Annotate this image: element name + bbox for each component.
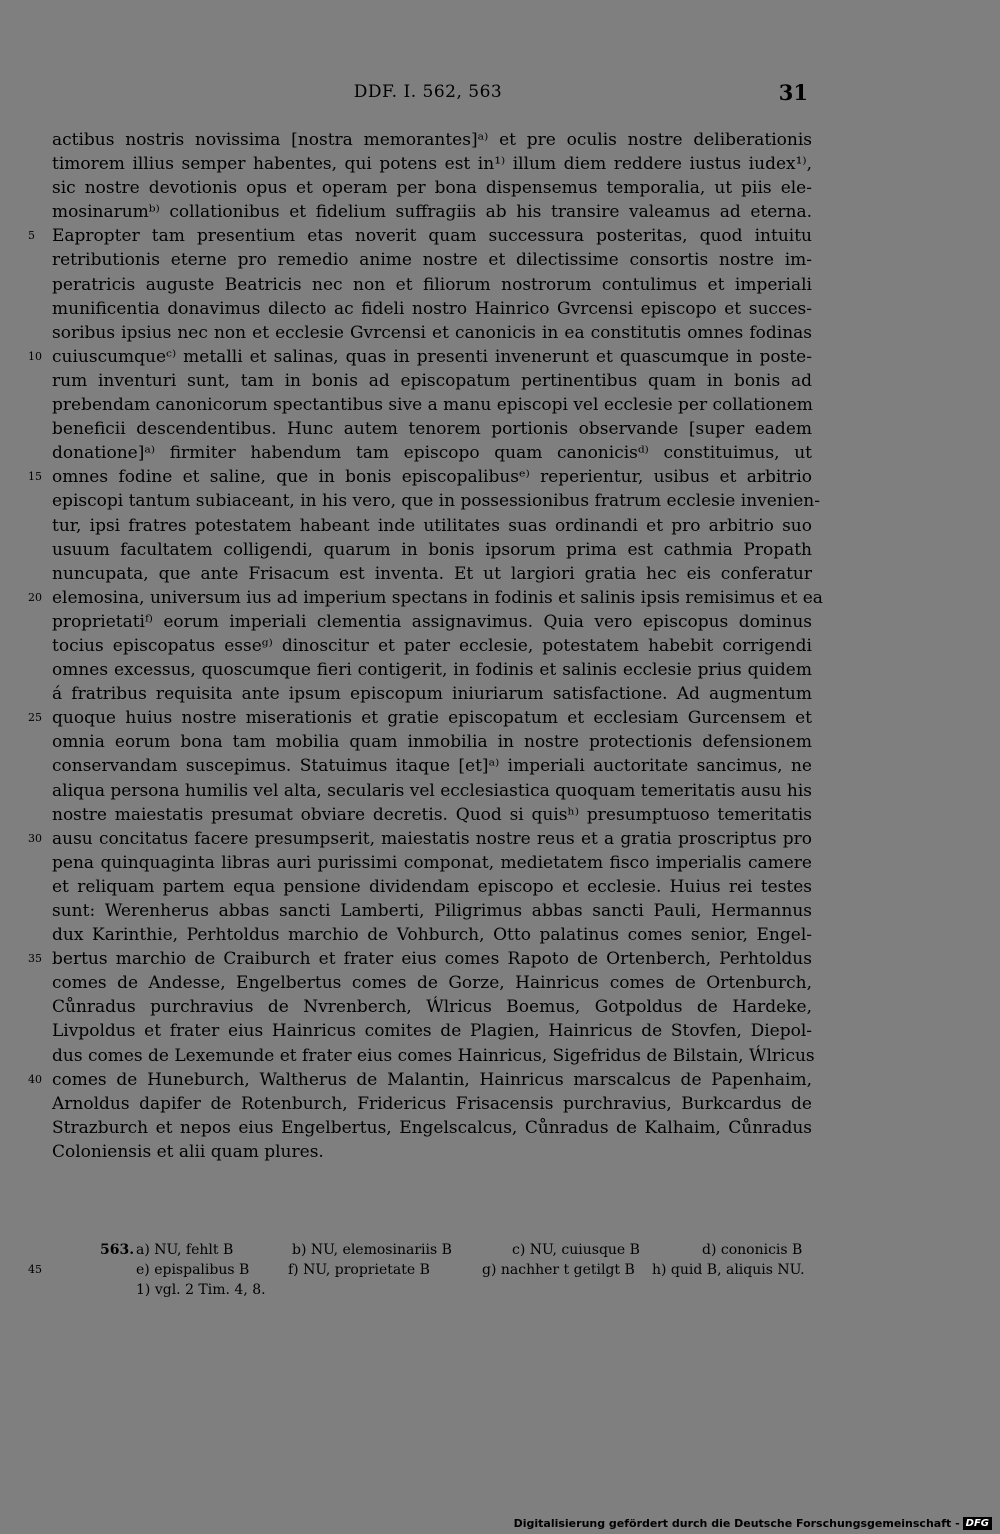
digitization-credit — [514, 1517, 992, 1530]
footnote-row — [52, 1280, 812, 1300]
text-line — [52, 851, 812, 875]
text-line — [52, 393, 812, 417]
line-text: sunt: Werenherus abbas sancti Lamberti, Piligrimus abbas sancti Pauli, Hermannus — [52, 901, 812, 921]
text-line — [52, 610, 812, 634]
text-line — [52, 200, 812, 224]
line-text: donatione]ᵃ⁾ firmiter habendum tam episcopo quam canonicisᵈ⁾ constituimus, ut — [52, 443, 812, 464]
footnote-1: 1) vgl. 2 Tim. 4, 8. — [136, 1282, 266, 1298]
line-text: omnes excessus, quoscumque fieri contigerit, in fodinis et salinis ecclesie prius quidem — [52, 660, 812, 681]
line-text: actibus nostris novissima [nostra memorantes]ᵃ⁾ et pre oculis nostre deliberationis — [52, 130, 812, 150]
text-line — [28, 827, 812, 851]
line-text: Coloniensis et alii quam plures. — [52, 1141, 324, 1162]
line-number: 35 — [28, 952, 42, 966]
footnote-h: h) quid B, aliquis NU. — [652, 1262, 805, 1278]
text-line — [52, 273, 812, 297]
line-text: comes de Huneburch, Waltherus de Malantin, Hainricus marscalcus de Papenhaim, — [52, 1069, 812, 1090]
text-line — [52, 562, 812, 586]
text-line — [52, 538, 812, 562]
line-text: prebendam canonicorum spectantibus sive a manu episcopi vel ecclesie per collationem — [52, 395, 813, 416]
line-text: rum inventuri sunt, tam in bonis ad episcopatum pertinentibus quam in bonis ad — [52, 370, 812, 391]
dfg-logo: DFG — [963, 1517, 992, 1530]
footnote-g: g) nachher t getilgt B — [482, 1262, 635, 1278]
text-line — [28, 586, 823, 610]
footnote-c: c) NU, cuiusque B — [512, 1242, 640, 1258]
text-line — [52, 682, 812, 706]
text-line — [52, 489, 820, 513]
line-text: ausu concitatus facere presumpserit, maiestatis nostre reus et a gratia proscriptus pro — [52, 828, 812, 849]
line-text: aliqua persona humilis vel alta, secularis vel ecclesiastica quoquam temeritatis ausu his — [52, 780, 813, 801]
line-text: sic nostre devotionis opus et operam per bona dispensemus temporalia, ut piis ele- — [52, 178, 812, 199]
line-number: 40 — [28, 1072, 42, 1086]
text-line — [52, 297, 812, 321]
text-line — [28, 706, 812, 730]
text-line — [52, 176, 812, 200]
line-text: tocius episcopatus esseᵍ⁾ dinoscitur et pater ecclesie, potestatem habebit corrigendi — [52, 635, 812, 656]
line-text: á fratribus requisita ante ipsum episcopum iniuriarum satisfactione. Ad augmentum — [52, 684, 812, 705]
line-number: 20 — [28, 590, 42, 604]
line-text: cuiuscumqueᶜ⁾ metalli et salinas, quas in presenti invenerunt et quascumque in poste- — [52, 346, 812, 367]
credit-text: Digitalisierung gefördert durch die Deutsche Forschungsgemeinschaft - — [513, 1517, 960, 1530]
line-number: 5 — [28, 229, 35, 243]
text-line — [52, 658, 812, 682]
line-text: beneficii descendentibus. Hunc autem tenorem portionis observande [super eadem — [52, 419, 812, 440]
text-line — [52, 1140, 812, 1164]
line-text: elemosina, universum ius ad imperium spectans in fodinis et salinis ipsis remisimus et ea — [52, 587, 823, 608]
line-text: retributionis eterne pro remedio anime nostre et dilectissime consortis nostre im- — [52, 250, 812, 271]
text-line — [52, 730, 812, 754]
line-text: pena quinquaginta libras auri purissimi componat, medietatem fisco imperialis camere — [52, 852, 812, 873]
line-text: Livpoldus et frater eius Hainricus comites de Plagien, Hainricus de Stovfen, Diepol- — [52, 1021, 812, 1042]
text-line — [28, 1068, 812, 1092]
text-line — [52, 321, 812, 345]
text-line — [52, 875, 812, 899]
footnotes — [28, 1240, 812, 1300]
line-number: 10 — [28, 349, 42, 363]
text-line — [52, 417, 812, 441]
line-text: comes de Andesse, Engelbertus comes de Gorze, Hainricus comes de Ortenburch, — [52, 973, 812, 994]
text-line — [52, 803, 812, 827]
text-line — [52, 369, 812, 393]
line-text: omnes fodine et saline, que in bonis episcopalibusᵉ⁾ reperientur, usibus et arbitrio — [52, 467, 812, 488]
text-line — [28, 465, 812, 489]
line-text: dux Karinthie, Perhtoldus marchio de Vohburch, Otto palatinus comes senior, Engel- — [52, 925, 812, 946]
doc-number: 563. — [100, 1242, 135, 1258]
line-number: 15 — [28, 470, 42, 484]
text-line — [52, 995, 812, 1019]
footnote-d: d) cononicis B — [702, 1242, 803, 1258]
line-text: proprietatiᶠ⁾ eorum imperiali clementia assignavimus. Quia vero episcopus dominus — [52, 611, 812, 632]
line-text: dus comes de Lexemunde et frater eius comes Hainricus, Sigefridus de Bilstain, Ẃlricus — [52, 1045, 815, 1066]
text-line — [52, 1116, 812, 1140]
line-text: nostre maiestatis presumat obviare decretis. Quod si quisʰ⁾ presumptuoso temeritatis — [52, 804, 812, 825]
text-line — [52, 1019, 812, 1043]
text-line — [52, 634, 812, 658]
footnote-row — [52, 1240, 812, 1260]
line-text: soribus ipsius nec non et ecclesie Gvrcensi et canonicis in ea constitutis omnes fodinas — [52, 322, 812, 343]
running-head: DDF. I. 562, 563 — [353, 82, 503, 102]
text-line — [52, 923, 812, 947]
line-text: nuncupata, que ante Frisacum est inventa. Et ut largiori gratia hec eis conferatur — [52, 563, 812, 584]
text-line — [52, 899, 812, 923]
line-text: Eapropter tam presentium etas noverit quam successura posteritas, quod intuitu — [52, 226, 812, 247]
text-line — [52, 779, 812, 803]
footnote-row — [28, 1260, 812, 1280]
line-text: peratricis auguste Beatricis nec non et filiorum nostrorum contulimus et imperiali — [52, 274, 812, 295]
line-text: Cůnradus purchravius de Nvrenberch, Ẃlricus Boemus, Gotpoldus de Hardeke, — [52, 997, 812, 1018]
line-text: munificentia donavimus dilecto ac fideli nostro Hainrico Gvrcensi episcopo et succes- — [52, 298, 812, 319]
text-line — [52, 514, 812, 538]
line-text: bertus marchio de Craiburch et frater eius comes Rapoto de Ortenberch, Perhtoldus — [52, 949, 812, 970]
text-line — [28, 947, 812, 971]
footnote-e: e) epispalibus B — [136, 1262, 250, 1278]
text-line — [52, 754, 812, 778]
text-line — [52, 152, 812, 176]
line-text: episcopi tantum subiaceant, in his vero, que in possessionibus fratrum ecclesie invenien- — [52, 491, 820, 512]
text-line — [52, 248, 812, 272]
line-text: quoque huius nostre miserationis et gratie episcopatum et ecclesiam Gurcensem et — [52, 708, 812, 729]
text-line — [52, 128, 812, 152]
page-number: 31 — [778, 80, 808, 105]
line-number: 30 — [28, 831, 42, 845]
line-text: usuum facultatem colligendi, quarum in bonis ipsorum prima est cathmia Propath — [52, 539, 812, 560]
text-line — [28, 224, 812, 248]
page-header — [0, 80, 1000, 108]
text-line — [28, 345, 812, 369]
line-number: 25 — [28, 711, 42, 725]
line-text: omnia eorum bona tam mobilia quam inmobilia in nostre protectionis defensionem — [52, 732, 812, 753]
line-text: mosinarumᵇ⁾ collationibus et fidelium suffragiis ab his transire valeamus ad eterna. — [52, 202, 812, 223]
footnote-a: a) NU, fehlt B — [136, 1242, 234, 1258]
text-line — [52, 441, 812, 465]
line-text: timorem illius semper habentes, qui potens est in¹⁾ illum diem reddere iustus iudex¹⁾, — [52, 154, 812, 175]
line-text: Strazburch et nepos eius Engelbertus, Engelscalcus, Cůnradus de Kalhaim, Cůnradus — [52, 1117, 812, 1138]
footnote-f: f) NU, proprietate B — [288, 1262, 430, 1278]
line-text: conservandam suscepimus. Statuimus itaque [et]ᵃ⁾ imperiali auctoritate sancimus, ne — [52, 756, 812, 777]
line-text: tur, ipsi fratres potestatem habeant inde utilitates suas ordinandi et pro arbitrio suo — [52, 515, 812, 536]
text-line — [52, 1044, 815, 1068]
body-text — [28, 128, 823, 1164]
text-line — [52, 1092, 812, 1116]
line-text: Arnoldus dapifer de Rotenburch, Fridericus Frisacensis purchravius, Burkcardus de — [52, 1093, 812, 1114]
text-line — [52, 971, 812, 995]
footnote-b: b) NU, elemosinariis B — [292, 1242, 452, 1258]
line-text: et reliquam partem equa pensione dividendam episcopo et ecclesie. Huius rei testes — [52, 876, 812, 897]
line-number: 45 — [28, 1263, 42, 1276]
